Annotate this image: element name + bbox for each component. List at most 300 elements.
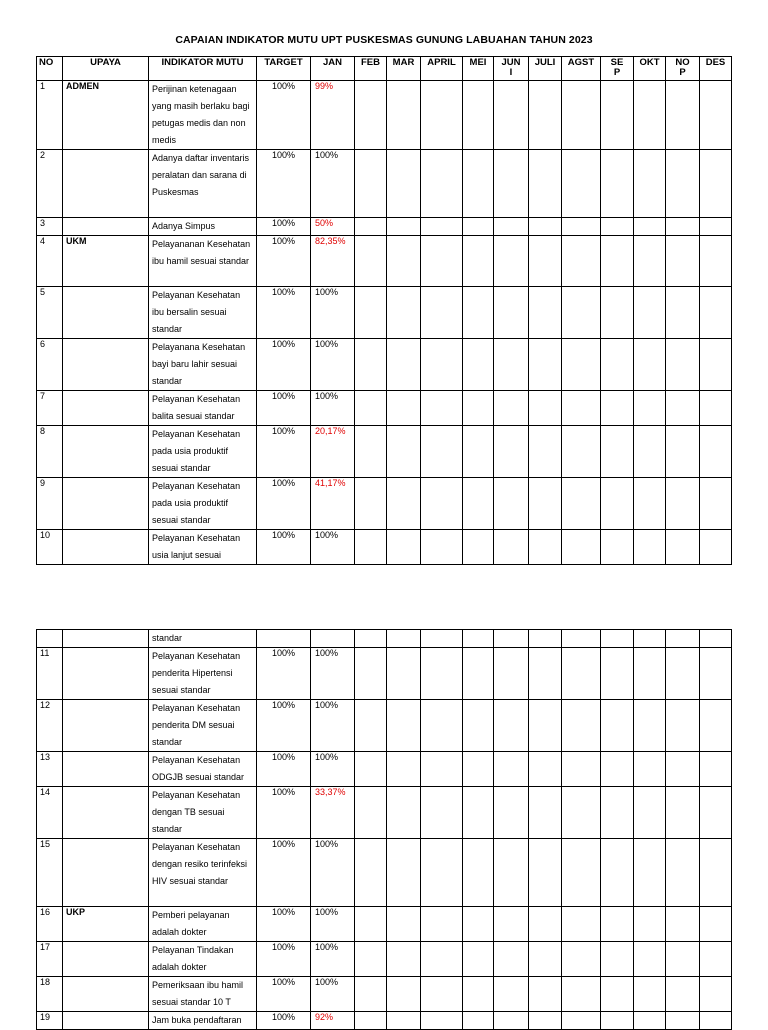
empty-month-cell (529, 942, 562, 977)
target-cell: 100% (257, 839, 311, 907)
header-sep: SE P (601, 57, 634, 81)
empty-month-cell (562, 977, 601, 1012)
empty-month-cell (494, 287, 529, 339)
header-feb: FEB (355, 57, 387, 81)
jan-value-cell: 20,17% (311, 426, 355, 478)
empty-month-cell (601, 236, 634, 287)
empty-month-cell (666, 648, 700, 700)
empty-month-cell (666, 700, 700, 752)
empty-month-cell (387, 530, 421, 565)
empty-month-cell (562, 218, 601, 236)
table-row (37, 648, 732, 700)
empty-month-cell (463, 907, 494, 942)
empty-month-cell (634, 391, 666, 426)
empty-month-cell (529, 752, 562, 787)
empty-month-cell (421, 339, 463, 391)
empty-month-cell (494, 907, 529, 942)
table-row (37, 218, 732, 236)
empty-month-cell (562, 839, 601, 907)
empty-month-cell (700, 391, 732, 426)
empty-month-cell (463, 218, 494, 236)
table-row (37, 81, 732, 150)
empty-month-cell (463, 752, 494, 787)
empty-month-cell (463, 150, 494, 218)
indikator-cell: Pelayanana Kesehatan bayi baru lahir sesuai standar (149, 339, 257, 391)
empty-month-cell (463, 839, 494, 907)
row-number: 9 (37, 478, 63, 530)
table-row (37, 839, 732, 907)
empty-month-cell (387, 478, 421, 530)
empty-month-cell (562, 150, 601, 218)
empty-month-cell (355, 530, 387, 565)
empty-month-cell (700, 648, 732, 700)
upaya-cell (63, 339, 149, 391)
empty-month-cell (562, 426, 601, 478)
header-nop: NO P (666, 57, 700, 81)
upaya-cell: ADMEN (63, 81, 149, 150)
empty-month-cell (601, 787, 634, 839)
empty-month-cell (355, 339, 387, 391)
empty-month-cell (529, 630, 562, 648)
empty-month-cell (355, 81, 387, 150)
empty-month-cell (700, 218, 732, 236)
empty-month-cell (355, 218, 387, 236)
empty-month-cell (387, 839, 421, 907)
empty-month-cell (494, 150, 529, 218)
empty-month-cell (601, 150, 634, 218)
empty-month-cell (529, 150, 562, 218)
empty-month-cell (700, 977, 732, 1012)
jan-value-cell: 100% (311, 839, 355, 907)
row-number: 19 (37, 1012, 63, 1030)
jan-value-cell: 100% (311, 150, 355, 218)
row-number: 10 (37, 530, 63, 565)
jan-value-cell: 50% (311, 218, 355, 236)
table-row (37, 907, 732, 942)
table-row (37, 287, 732, 339)
target-cell: 100% (257, 700, 311, 752)
empty-month-cell (562, 236, 601, 287)
table-row (37, 977, 732, 1012)
empty-month-cell (666, 391, 700, 426)
empty-month-cell (562, 648, 601, 700)
empty-month-cell (529, 339, 562, 391)
empty-month-cell (463, 787, 494, 839)
empty-month-cell (601, 907, 634, 942)
empty-month-cell (529, 700, 562, 752)
empty-month-cell (666, 907, 700, 942)
empty-month-cell (387, 752, 421, 787)
empty-month-cell (601, 752, 634, 787)
jan-value-cell: 100% (311, 977, 355, 1012)
row-number: 14 (37, 787, 63, 839)
target-cell: 100% (257, 236, 311, 287)
header-target: TARGET (257, 57, 311, 81)
header-juni: JUN I (494, 57, 529, 81)
table-row (37, 630, 732, 648)
empty-month-cell (634, 942, 666, 977)
empty-month-cell (666, 339, 700, 391)
target-cell: 100% (257, 478, 311, 530)
indikator-cell: Perijinan ketenagaan yang masih berlaku bagi petugas medis dan non medis (149, 81, 257, 150)
empty-month-cell (355, 391, 387, 426)
empty-month-cell (601, 478, 634, 530)
empty-month-cell (700, 752, 732, 787)
empty-month-cell (666, 839, 700, 907)
empty-month-cell (634, 218, 666, 236)
empty-month-cell (494, 236, 529, 287)
jan-value-cell: 100% (311, 530, 355, 565)
empty-month-cell (529, 478, 562, 530)
jan-value-cell: 99% (311, 81, 355, 150)
table-row (37, 426, 732, 478)
row-number: 6 (37, 339, 63, 391)
indikator-cell: Pelayanan Kesehatan pada usia produktif sesuai standar (149, 478, 257, 530)
upaya-cell (63, 752, 149, 787)
row-number: 5 (37, 287, 63, 339)
table-row (37, 391, 732, 426)
empty-month-cell (562, 787, 601, 839)
row-number: 1 (37, 81, 63, 150)
empty-month-cell (355, 150, 387, 218)
empty-month-cell (421, 700, 463, 752)
empty-month-cell (529, 787, 562, 839)
upaya-cell (63, 942, 149, 977)
indikator-cell: Pelayanan Kesehatan balita sesuai standar (149, 391, 257, 426)
empty-month-cell (700, 700, 732, 752)
empty-month-cell (634, 752, 666, 787)
jan-value-cell: 100% (311, 648, 355, 700)
empty-month-cell (529, 1012, 562, 1030)
empty-month-cell (387, 287, 421, 339)
table-row (37, 752, 732, 787)
target-cell: 100% (257, 648, 311, 700)
row-number: 17 (37, 942, 63, 977)
empty-month-cell (634, 236, 666, 287)
target-cell: 100% (257, 787, 311, 839)
target-cell: 100% (257, 942, 311, 977)
empty-month-cell (601, 1012, 634, 1030)
target-cell: 100% (257, 287, 311, 339)
empty-month-cell (700, 150, 732, 218)
row-number: 18 (37, 977, 63, 1012)
empty-month-cell (355, 236, 387, 287)
empty-month-cell (463, 426, 494, 478)
empty-month-cell (421, 839, 463, 907)
upaya-cell (63, 787, 149, 839)
empty-month-cell (421, 977, 463, 1012)
row-number: 15 (37, 839, 63, 907)
empty-month-cell (387, 339, 421, 391)
upaya-cell (63, 1012, 149, 1030)
empty-month-cell (529, 907, 562, 942)
empty-month-cell (634, 426, 666, 478)
empty-month-cell (601, 942, 634, 977)
row-number: 11 (37, 648, 63, 700)
empty-month-cell (463, 1012, 494, 1030)
indikator-cell: Pemeriksaan ibu hamil sesuai standar 10 T (149, 977, 257, 1012)
empty-month-cell (634, 287, 666, 339)
table-row (37, 700, 732, 752)
empty-month-cell (666, 236, 700, 287)
empty-month-cell (700, 907, 732, 942)
empty-month-cell (601, 530, 634, 565)
table-row (37, 787, 732, 839)
empty-month-cell (562, 752, 601, 787)
empty-month-cell (463, 700, 494, 752)
empty-month-cell (634, 648, 666, 700)
empty-month-cell (601, 339, 634, 391)
empty-month-cell (355, 752, 387, 787)
target-cell: 100% (257, 426, 311, 478)
empty-month-cell (494, 218, 529, 236)
empty-month-cell (494, 630, 529, 648)
empty-month-cell (387, 391, 421, 426)
indikator-cell: Pelayananan Kesehatan ibu hamil sesuai standar (149, 236, 257, 287)
target-cell: 100% (257, 752, 311, 787)
empty-month-cell (666, 787, 700, 839)
empty-month-cell (421, 236, 463, 287)
header-mei: MEI (463, 57, 494, 81)
table-row (37, 530, 732, 565)
empty-month-cell (355, 700, 387, 752)
empty-month-cell (529, 977, 562, 1012)
upaya-cell (63, 630, 149, 648)
empty-month-cell (494, 478, 529, 530)
empty-month-cell (421, 478, 463, 530)
upaya-cell: UKP (63, 907, 149, 942)
target-cell: 100% (257, 907, 311, 942)
header-juli: JULI (529, 57, 562, 81)
indikator-cell: Pelayanan Kesehatan ODGJB sesuai standar (149, 752, 257, 787)
empty-month-cell (666, 530, 700, 565)
empty-month-cell (562, 907, 601, 942)
empty-month-cell (634, 700, 666, 752)
empty-month-cell (463, 339, 494, 391)
row-number: 7 (37, 391, 63, 426)
empty-month-cell (700, 1012, 732, 1030)
table-row (37, 942, 732, 977)
empty-month-cell (634, 1012, 666, 1030)
empty-month-cell (529, 81, 562, 150)
indikator-cell: Adanya Simpus (149, 218, 257, 236)
empty-month-cell (700, 942, 732, 977)
empty-month-cell (421, 630, 463, 648)
upaya-cell (63, 426, 149, 478)
indikator-cell: Pemberi pelayanan adalah dokter (149, 907, 257, 942)
jan-value-cell: 100% (311, 752, 355, 787)
jan-value-cell: 100% (311, 287, 355, 339)
empty-month-cell (634, 478, 666, 530)
empty-month-cell (355, 478, 387, 530)
empty-month-cell (355, 942, 387, 977)
empty-month-cell (700, 426, 732, 478)
empty-month-cell (421, 752, 463, 787)
empty-month-cell (601, 648, 634, 700)
empty-month-cell (387, 977, 421, 1012)
empty-month-cell (562, 391, 601, 426)
empty-month-cell (666, 218, 700, 236)
empty-month-cell (463, 81, 494, 150)
header-mar: MAR (387, 57, 421, 81)
empty-month-cell (562, 81, 601, 150)
target-cell (257, 630, 311, 648)
upaya-cell (63, 700, 149, 752)
target-cell: 100% (257, 339, 311, 391)
empty-month-cell (666, 478, 700, 530)
empty-month-cell (387, 787, 421, 839)
target-cell: 100% (257, 391, 311, 426)
empty-month-cell (666, 630, 700, 648)
empty-month-cell (494, 530, 529, 565)
empty-month-cell (494, 787, 529, 839)
empty-month-cell (355, 648, 387, 700)
empty-month-cell (387, 236, 421, 287)
empty-month-cell (387, 942, 421, 977)
empty-month-cell (529, 218, 562, 236)
empty-month-cell (700, 787, 732, 839)
empty-month-cell (562, 287, 601, 339)
empty-month-cell (666, 426, 700, 478)
empty-month-cell (421, 530, 463, 565)
empty-month-cell (387, 426, 421, 478)
table-row (37, 236, 732, 287)
indikator-cell: Pelayanan Kesehatan penderita DM sesuai standar (149, 700, 257, 752)
empty-month-cell (601, 287, 634, 339)
empty-month-cell (421, 218, 463, 236)
empty-month-cell (494, 1012, 529, 1030)
table-row (37, 339, 732, 391)
empty-month-cell (387, 218, 421, 236)
empty-month-cell (463, 287, 494, 339)
document-title: CAPAIAN INDIKATOR MUTU UPT PUSKESMAS GUNUNG LABUAHAN TAHUN 2023 (175, 34, 593, 46)
jan-value-cell: 100% (311, 907, 355, 942)
empty-month-cell (355, 287, 387, 339)
empty-month-cell (562, 1012, 601, 1030)
empty-month-cell (494, 839, 529, 907)
empty-month-cell (494, 81, 529, 150)
indikator-cell: Pelayanan Kesehatan dengan TB sesuai standar (149, 787, 257, 839)
jan-value-cell: 100% (311, 942, 355, 977)
indikator-cell: Pelayanan Tindakan adalah dokter (149, 942, 257, 977)
empty-month-cell (387, 907, 421, 942)
header-april: APRIL (421, 57, 463, 81)
target-cell: 100% (257, 530, 311, 565)
jan-value-cell: 100% (311, 700, 355, 752)
empty-month-cell (634, 530, 666, 565)
header-jan: JAN (311, 57, 355, 81)
row-number: 2 (37, 150, 63, 218)
table-row (37, 1012, 732, 1030)
empty-month-cell (601, 839, 634, 907)
empty-month-cell (529, 287, 562, 339)
empty-month-cell (387, 648, 421, 700)
empty-month-cell (529, 391, 562, 426)
empty-month-cell (601, 81, 634, 150)
empty-month-cell (463, 236, 494, 287)
indicator-table-part1 (36, 56, 732, 565)
upaya-cell (63, 648, 149, 700)
empty-month-cell (463, 942, 494, 977)
empty-month-cell (494, 339, 529, 391)
empty-month-cell (529, 426, 562, 478)
empty-month-cell (355, 630, 387, 648)
upaya-cell (63, 391, 149, 426)
row-number: 13 (37, 752, 63, 787)
empty-month-cell (562, 700, 601, 752)
row-number (37, 630, 63, 648)
header-okt: OKT (634, 57, 666, 81)
empty-month-cell (601, 426, 634, 478)
indikator-cell: Pelayanan Kesehatan dengan resiko terinfeksi HIV sesuai standar (149, 839, 257, 907)
empty-month-cell (463, 648, 494, 700)
empty-month-cell (601, 977, 634, 1012)
empty-month-cell (463, 977, 494, 1012)
empty-month-cell (666, 752, 700, 787)
header-upaya: UPAYA (63, 57, 149, 81)
empty-month-cell (421, 907, 463, 942)
empty-month-cell (666, 942, 700, 977)
empty-month-cell (355, 977, 387, 1012)
empty-month-cell (700, 236, 732, 287)
empty-month-cell (562, 630, 601, 648)
empty-month-cell (634, 339, 666, 391)
jan-value-cell: 92% (311, 1012, 355, 1030)
target-cell: 100% (257, 1012, 311, 1030)
header-indikator-mutu: INDIKATOR MUTU (149, 57, 257, 81)
empty-month-cell (700, 530, 732, 565)
empty-month-cell (634, 150, 666, 218)
table-row (37, 478, 732, 530)
jan-value-cell: 33,37% (311, 787, 355, 839)
empty-month-cell (601, 630, 634, 648)
row-number: 16 (37, 907, 63, 942)
empty-month-cell (634, 787, 666, 839)
header-des: DES (700, 57, 732, 81)
empty-month-cell (666, 1012, 700, 1030)
jan-value-cell (311, 630, 355, 648)
empty-month-cell (601, 218, 634, 236)
empty-month-cell (421, 287, 463, 339)
empty-month-cell (562, 530, 601, 565)
empty-month-cell (421, 648, 463, 700)
empty-month-cell (387, 150, 421, 218)
empty-month-cell (494, 977, 529, 1012)
row-number: 4 (37, 236, 63, 287)
empty-month-cell (494, 648, 529, 700)
empty-month-cell (494, 942, 529, 977)
empty-month-cell (666, 977, 700, 1012)
row-number: 3 (37, 218, 63, 236)
empty-month-cell (700, 478, 732, 530)
empty-month-cell (387, 1012, 421, 1030)
empty-month-cell (494, 391, 529, 426)
upaya-cell: UKM (63, 236, 149, 287)
empty-month-cell (355, 787, 387, 839)
indikator-cell: standar (149, 630, 257, 648)
empty-month-cell (421, 942, 463, 977)
indikator-cell: Pelayanan Kesehatan ibu bersalin sesuai standar (149, 287, 257, 339)
empty-month-cell (634, 977, 666, 1012)
indicator-table-part2 (36, 629, 732, 1030)
row-number: 8 (37, 426, 63, 478)
empty-month-cell (494, 752, 529, 787)
jan-value-cell: 41,17% (311, 478, 355, 530)
upaya-cell (63, 839, 149, 907)
empty-month-cell (421, 150, 463, 218)
jan-value-cell: 82,35% (311, 236, 355, 287)
jan-value-cell: 100% (311, 391, 355, 426)
